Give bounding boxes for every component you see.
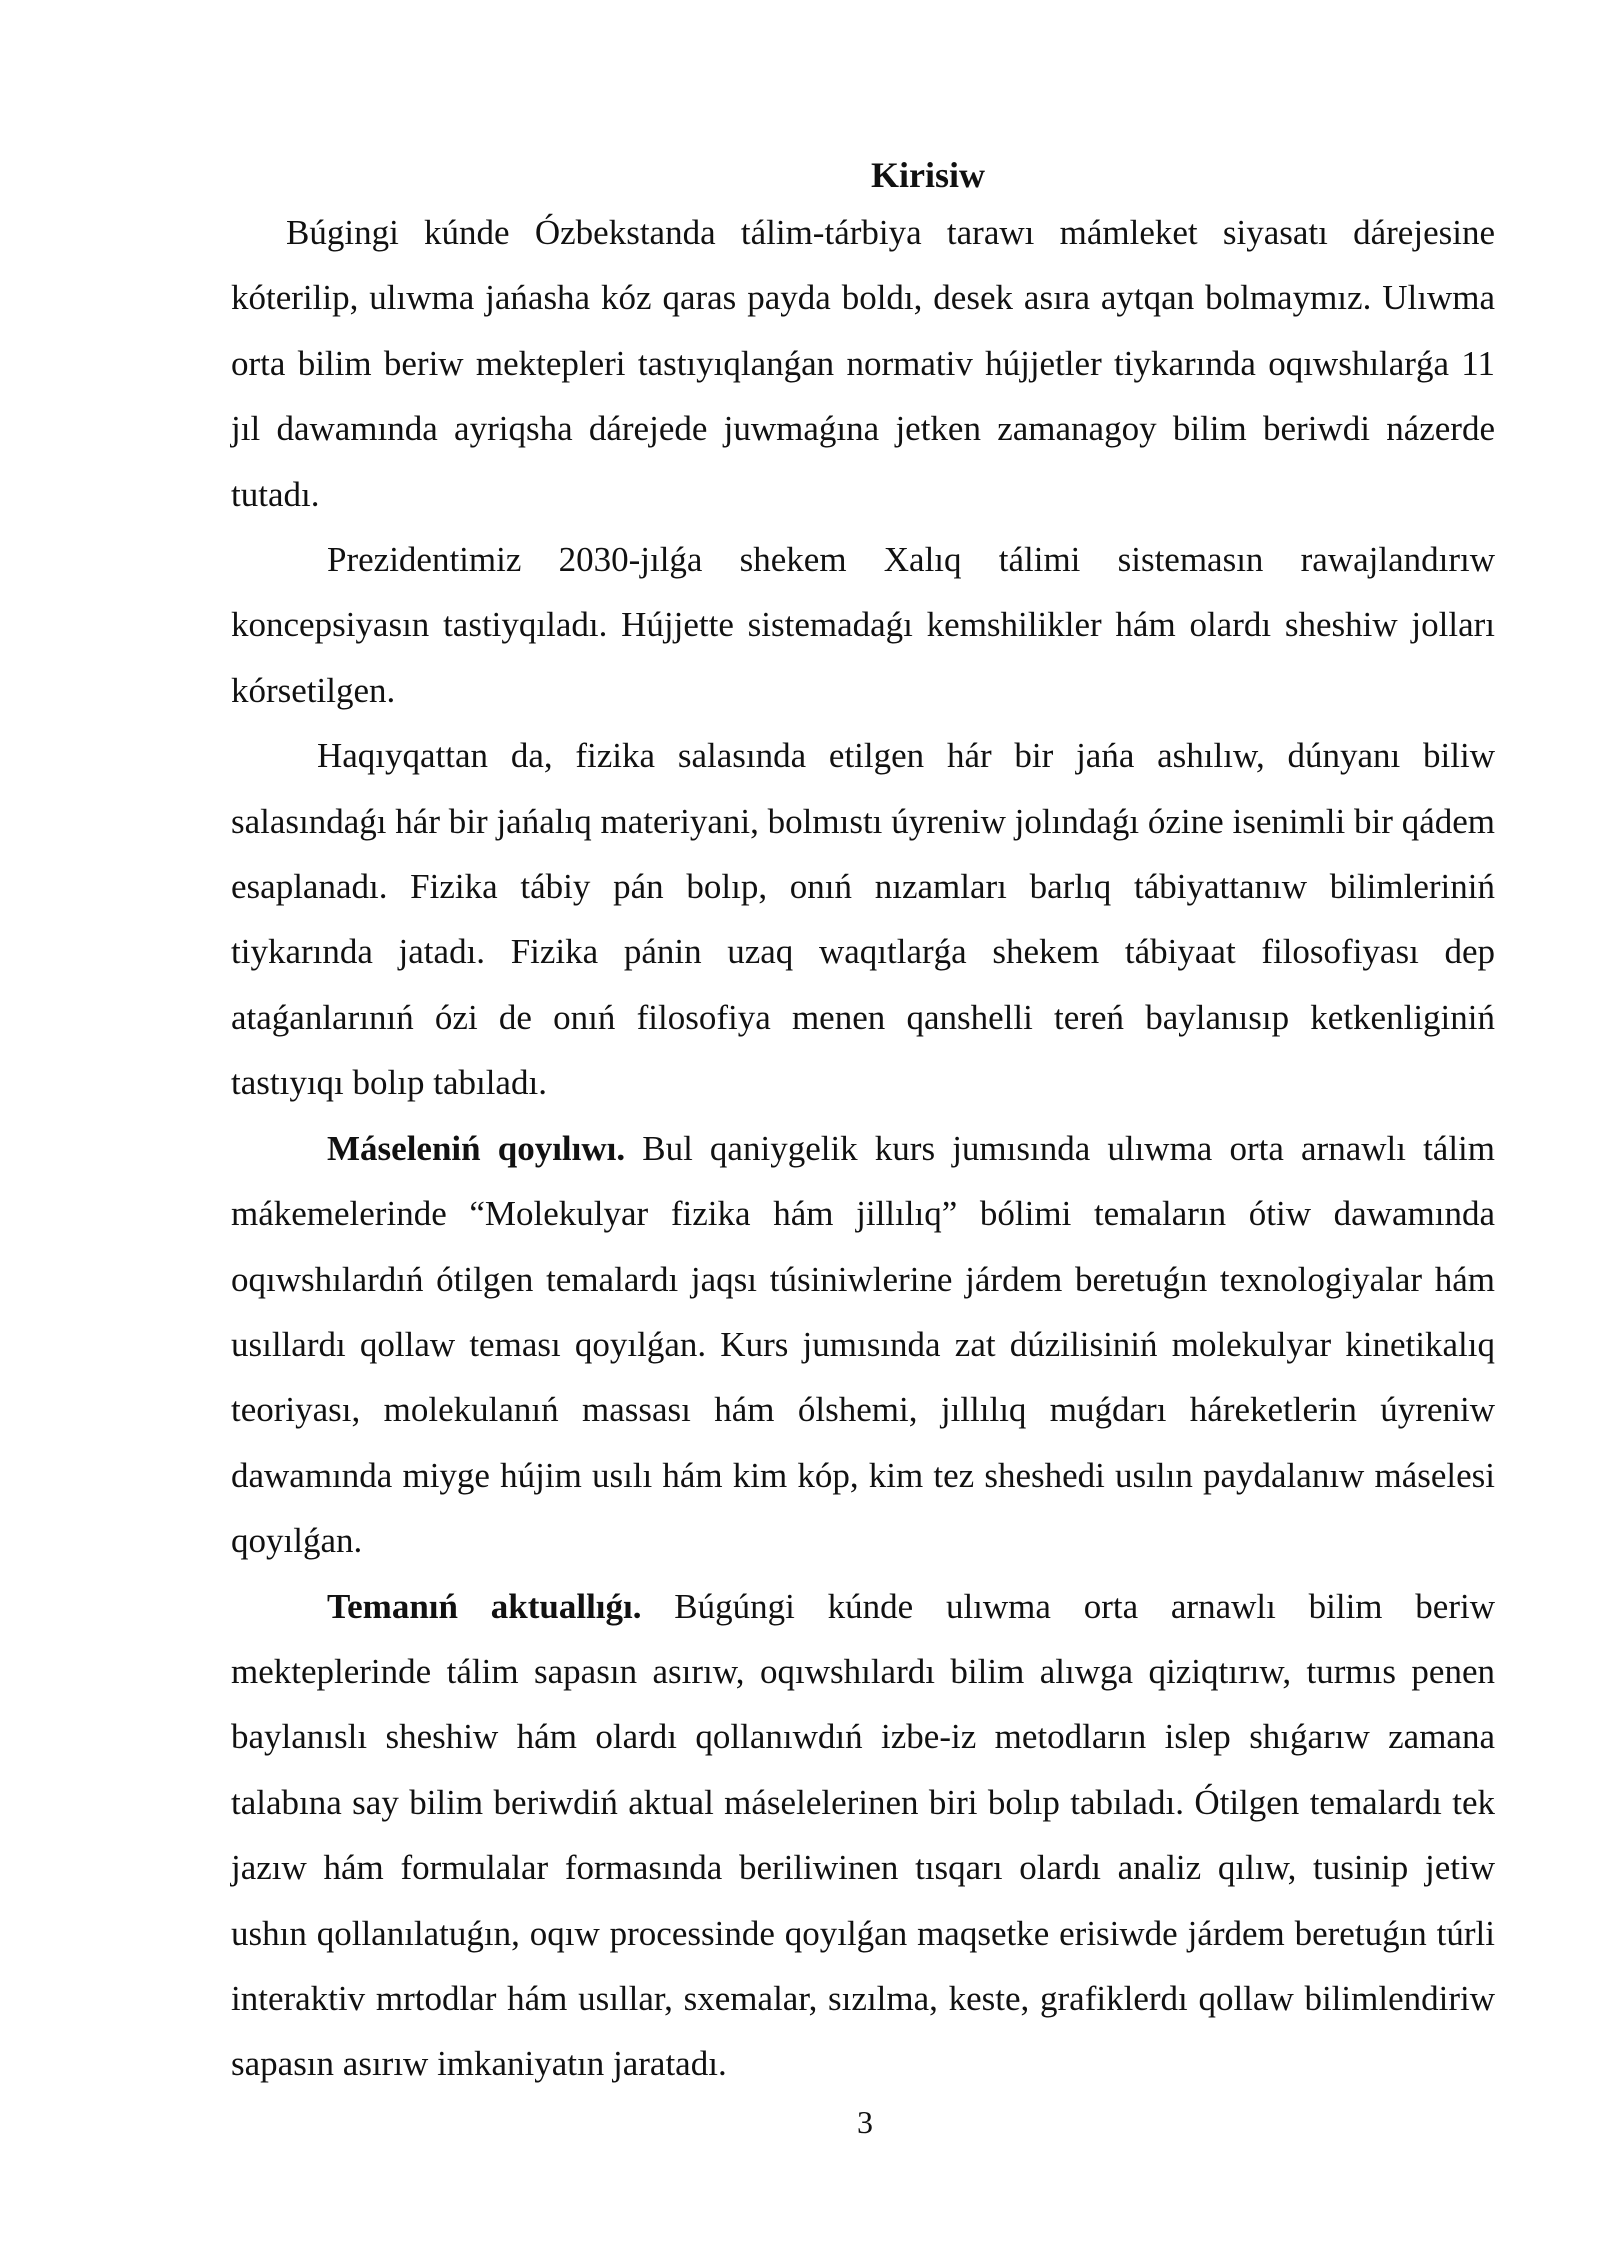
page-number: 3: [857, 2104, 873, 2140]
paragraph-intro: [231, 200, 1495, 527]
paragraph-problem-statement: [231, 1116, 1495, 1574]
paragraph-concept: [231, 527, 1495, 723]
paragraph-relevance: [231, 1574, 1495, 2097]
section-title: Kirisiw: [871, 155, 985, 195]
paragraph-text: Prezidentimiz 2030-jılǵa shekem Xalıq tálimi sistemasın rawajlandırıw koncepsiyasın tastiyqıladı. Hújjette sistemadaǵı kemshilikler hám olardı sheshiw jolları kórsetilgen.: [231, 540, 1495, 710]
paragraph-lead-heading: Temanıń aktuallıǵı.: [327, 1586, 642, 1626]
paragraph-text: Haqıyqattan da, fizika salasında etilgen hár bir jańa ashılıw, dúnyanı biliw salasındaǵı hár bir jańalıq materiyani, bolmıstı úyreniw jolındaǵı ózine isenimli bir qádem esaplanadı. Fizika tábiy pán bolıp, onıń nızamları barlıq tábiyattanıw bilimleriniń tiykarında jatadı. Fizika pánin uzaq waqıtlarǵa shekem tábiyaat filosofiyası dep ataǵanlarınıń ózi de onıń filosofiya menen qanshelli tereń baylanısıp ketkenliginiń tastıyıqı bolıp tabıladı.: [231, 736, 1495, 1103]
paragraph-text: Bul qaniygelik kurs jumısında ulıwma orta arnawlı tálim mákemelerinde “Molekulyar fizika hám jillılıq” bólimi temaların ótiw dawamında oqıwshılardıń ótilgen temalardı jaqsı túsiniwlerine járdem beretuǵın texnologiyalar hám usıllardı qollaw teması qoyılǵan. Kurs jumısında zat dúzilisiniń molekulyar kinetikalıq teoriyası, molekulanıń massası hám ólshemi, jıllılıq muǵdarı háreketlerin úyreniw dawamında miyge hújim usılı hám kim kóp, kim tez sheshedi usılın paydalanıw máselesi qoyılǵan.: [231, 1128, 1495, 1561]
paragraph-text: Búgingi kúnde Ózbekstanda tálim-tárbiya tarawı mámleket siyasatı dárejesine kóterilip, ulıwma jańasha kóz qaras payda boldı, desek asıra aytqan bolmaymız. Ulıwma orta bilim beriw mektepleri tastıyıqlanǵan normativ hújjetler tiykarında oqıwshılarǵa 11 jıl dawamında ayriqsha dárejede juwmaǵına jetken zamanagoy bilim beriwdi názerde tutadı.: [231, 213, 1495, 514]
paragraph-text: Búgúngi kúnde ulıwma orta arnawlı bilim beriw mekteplerinde tálim sapasın asırıw, oqıwshılardı bilim alıwga qiziqtırıw, turmıs penen baylanıslı sheshiw hám olardı qollanıwdıń izbe-iz metodların islep shıǵarıw zamana talabına say bilim beriwdiń aktual máselelerinen biri bolıp tabıladı. Ótilgen temalardı tek jazıw hám formulalar formasında beriliwinen tısqarı olardı analiz qılıw, tusinip jetiw ushın qollanılatuǵın, oqıw processinde qoyılǵan maqsetke erisiwde járdem beretuǵın túrli interaktiv mrtodlar hám usıllar, sxemalar, sızılma, keste, grafiklerdı qollaw bilimlendiriw sapasın asırıw imkaniyatın jaratadı.: [231, 1586, 1495, 2084]
paragraph-lead-heading: Máseleniń qoyılıwı.: [327, 1128, 626, 1168]
document-page: [231, 150, 1495, 2097]
paragraph-physics: [231, 723, 1495, 1115]
